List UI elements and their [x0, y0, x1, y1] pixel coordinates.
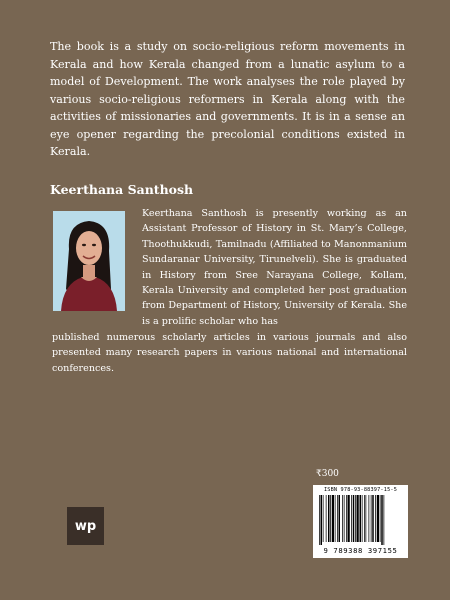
barcode-bar: [337, 495, 338, 542]
barcode-bar: [369, 495, 370, 542]
barcode-bar: [381, 495, 383, 545]
barcode-bar: [344, 495, 345, 542]
barcode-bar: [330, 495, 331, 542]
barcode-bar: [357, 495, 359, 542]
author-name: Keerthana Santhosh: [50, 182, 194, 197]
price-label: ₹300: [316, 469, 339, 479]
barcode-bar: [377, 495, 379, 542]
barcode-bar: [326, 495, 327, 542]
barcode-bar: [375, 495, 376, 542]
barcode-bar: [351, 495, 352, 542]
barcode-bar: [323, 495, 324, 542]
barcode-bar: [332, 495, 334, 542]
barcode-bar: [384, 495, 385, 545]
barcode-bar: [335, 495, 336, 542]
barcode-bar: [364, 495, 365, 542]
barcode-bar: [371, 495, 372, 542]
barcode-bar: [321, 495, 323, 545]
publisher-logo: wp: [67, 507, 104, 545]
barcode-bar: [319, 495, 320, 545]
isbn-barcode: [313, 485, 408, 558]
barcode-bar: [360, 495, 362, 542]
author-bio-part1: Keerthana Santhosh is presently working as an Assistant Professor of History in St. Mary’s College, Thoothukkudi, Tamilnadu (Affiliated to Manonmanium Sundaranar University, Tirunelveli). She is graduated in History from Sree Narayana College, Kollam, Kerala University and completed her post graduation from Department of History, University of Kerala. She is a prolific scholar who has: [142, 208, 407, 327]
author-photo: [53, 211, 125, 311]
barcode-bar: [380, 495, 381, 542]
isbn-text: ISBN 978-93-88397-15-5: [323, 487, 398, 493]
barcode-bar: [328, 495, 330, 542]
barcode-bar: [353, 495, 355, 542]
book-blurb: The book is a study on socio-religious reform movements in Kerala and how Kerala changed from a lunatic asylum to a model of Development. The work analyses the role played by various socio-religious reformers in Kerala along with the activities of missionaries and governments. It is in a sense an eye opener regarding the precolonial conditions existed in Kerala.: [50, 40, 405, 158]
barcode-bar: [348, 495, 350, 542]
barcode-bar: [346, 495, 347, 542]
author-bio-part2: published numerous scholarly articles in various journals and also presented many research papers in various national and international conferences.: [52, 332, 407, 374]
barcode-digits: 9 789388 397155: [323, 546, 398, 555]
barcode-bar: [339, 495, 341, 542]
barcode-bar: [355, 495, 356, 542]
barcode-bar: [366, 495, 367, 542]
barcode-bar: [362, 495, 363, 542]
barcode-bar: [342, 495, 343, 542]
barcode-bar: [372, 495, 374, 542]
barcode-bars: [319, 495, 402, 545]
